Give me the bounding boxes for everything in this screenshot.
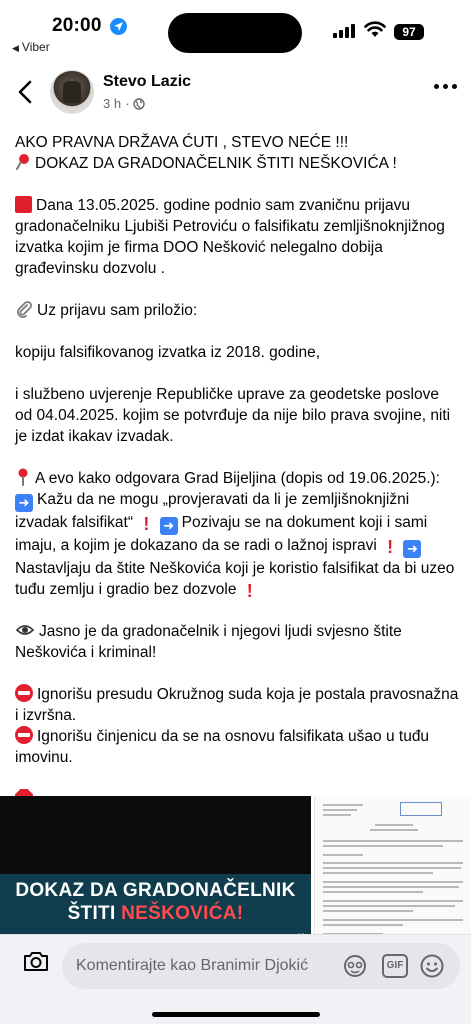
emoji-icon[interactable] (419, 953, 445, 979)
banner-line2-prefix: ŠTITI (67, 903, 122, 924)
exclamation-icon: ! (143, 514, 150, 534)
gif-button[interactable]: GIF (382, 954, 408, 978)
banner-title-line2 (0, 903, 311, 925)
no-entry-icon (15, 684, 33, 702)
post-image-banner[interactable] (0, 796, 311, 956)
eye-in-speech-bubble-icon (15, 621, 35, 639)
post-line-text: Ignorišu presudu Okružnog suda koja je postala pravosnažna i izvršna. (15, 686, 459, 724)
post-line-text: Pozivaju se na dokument koji i sami imaju, a kojim je dokazano da se radi o lažnoj ispravi (15, 514, 428, 554)
back-arrow-icon[interactable] (14, 78, 38, 106)
status-time: 20:00 (52, 15, 102, 36)
post-line (15, 195, 460, 279)
right-arrow-icon: ➜ (403, 540, 421, 558)
home-indicator (152, 1012, 320, 1017)
round-pushpin-icon (15, 468, 31, 486)
cellular-signal-icon (333, 24, 357, 38)
wifi-icon (364, 21, 386, 38)
post-image-document[interactable] (314, 796, 471, 956)
avatar-sticker-icon[interactable] (342, 953, 368, 979)
post-media (0, 796, 471, 956)
battery-indicator: 97 (394, 24, 424, 40)
post-text (15, 132, 460, 831)
dynamic-island (168, 13, 302, 53)
banner-title-line1: DOKAZ DA GRADONAČELNIK (15, 880, 296, 901)
post-time: 3 h (103, 96, 122, 111)
post-line (15, 153, 460, 174)
location-arrow-icon (110, 18, 127, 35)
post-line (15, 621, 460, 663)
post-line-text: A evo kako odgovara Grad Bijeljina (dopis od 19.06.2025.): (35, 470, 440, 487)
comment-bar (0, 934, 471, 1024)
post-line (15, 684, 460, 726)
back-to-app-link[interactable]: ◀ Viber (12, 40, 50, 54)
right-arrow-icon: ➜ (15, 494, 33, 512)
banner-line2-accent: NEŠKOVIĆA! (121, 903, 244, 924)
red-square-icon (15, 196, 32, 213)
post-line-text: Nastavljaju da štite Neškovića koji je koristio falsifikat da bi uzeo tuđu zemlju i gradio bez dozvole (15, 560, 455, 598)
comment-input[interactable] (62, 943, 460, 989)
right-arrow-icon: ➜ (160, 517, 178, 535)
exclamation-icon: ! (246, 581, 253, 601)
post-meta: 3 h · (103, 96, 145, 111)
paperclip-icon (15, 300, 33, 318)
post-line-text: Ignorišu činjenicu da se na osnovu falsifikata ušao u tuđu imovinu. (15, 728, 430, 766)
exclamation-icon: ! (387, 537, 394, 557)
post-line-text: Uz prijavu sam priložio: (37, 302, 198, 319)
post-header (0, 62, 471, 122)
camera-icon[interactable] (22, 949, 50, 973)
post-line-text: Jasno je da gradonačelnik i njegovi ljudi svjesno štite Neškovića i kriminal! (15, 623, 402, 661)
post-line: AKO PRAVNA DRŽAVA ĆUTI , STEVO NEĆE !!! (15, 134, 349, 151)
status-bar (0, 0, 471, 60)
more-options-icon[interactable] (434, 84, 457, 89)
post-line (15, 300, 460, 321)
comment-placeholder: Komentirajte kao Branimir Djokić (76, 957, 309, 974)
post-line-text: Dana 13.05.2025. godine podnio sam zvaničnu prijavu gradonačelniku Ljubiši Petroviću o falsifikatu zemljišnoknjižnog izvatka kojim je firma DOO Nešković nelegalno dobija građevinsku dozvolu . (15, 197, 445, 277)
no-entry-icon (15, 726, 33, 744)
post-line (15, 468, 460, 600)
author-avatar[interactable] (50, 70, 94, 114)
author-name[interactable]: Stevo Lazic (103, 73, 192, 90)
post-line: kopiju falsifikovanog izvatka iz 2018. godine, (15, 344, 321, 361)
globe-icon (133, 98, 145, 110)
post-line: i službeno uvjerenje Republičke uprave za geodetske poslove od 04.04.2025. kojim se potvrđuje da nije bilo prava svojine, niti je izdat ikakav izvadak. (15, 386, 451, 445)
post-line (15, 726, 460, 768)
post-line-text: DOKAZ DA GRADONAČELNIK ŠTITI NEŠKOVIĆA ! (35, 155, 397, 172)
document-stamp (400, 802, 442, 816)
back-app-label: Viber (21, 40, 50, 54)
pushpin-icon (15, 153, 31, 171)
post-line-text: Kažu da ne mogu „provjeravati da li je zemljišnoknjižni izvadak falsifikat“ (15, 491, 410, 531)
